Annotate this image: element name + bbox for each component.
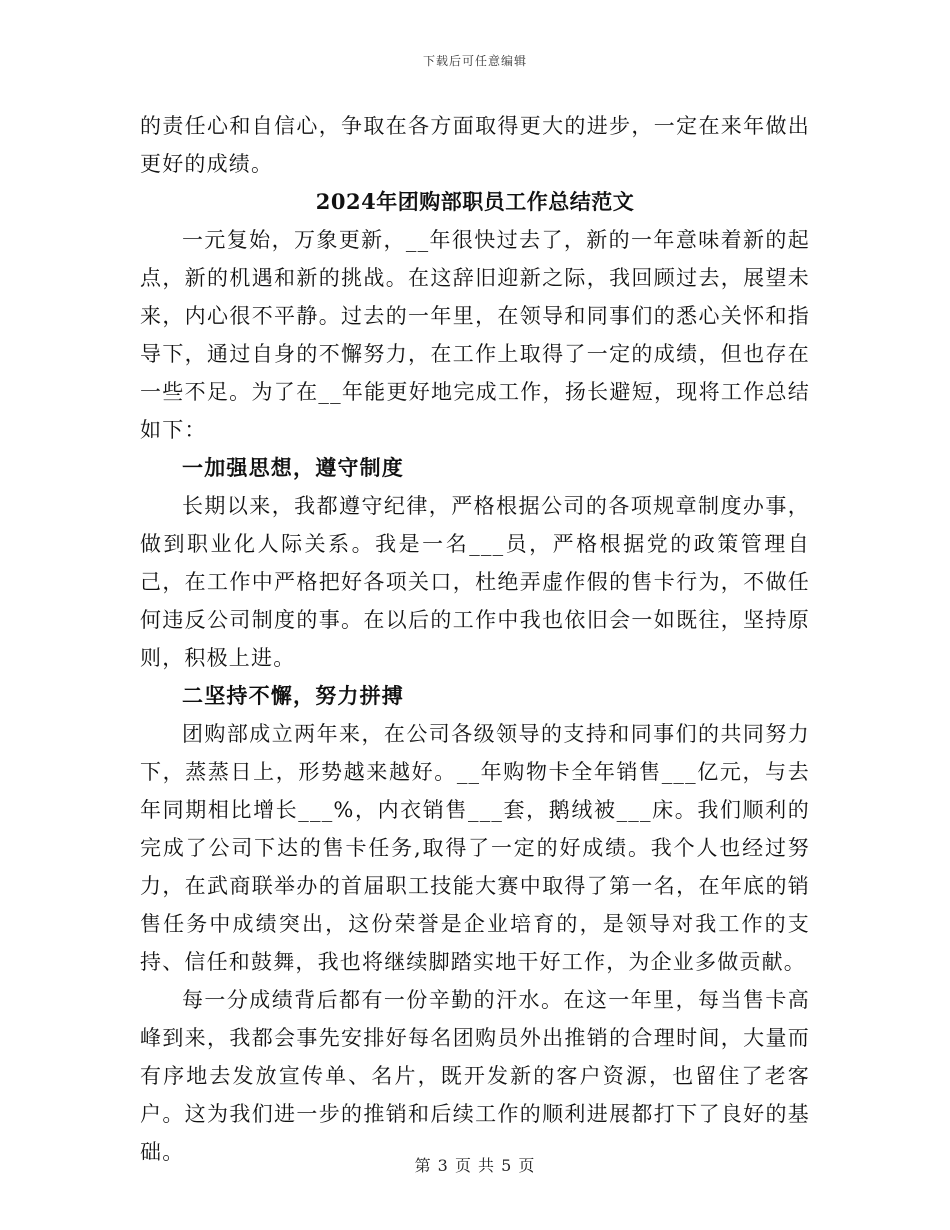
paragraph-continuation: 的责任心和自信心，争取在各方面取得更大的进步，一定在来年做出更好的成绩。 <box>140 114 810 176</box>
document-body <box>140 107 810 1171</box>
paragraph-intro: 一元复始，万象更新，__年很快过去了，新的一年意味着新的起点，新的机遇和新的挑战。在这辞旧迎新之际，我回顾过去，展望未来，内心很不平静。过去的一年里，在领导和同事们的悉心关怀和指导下，通过自身的不懈努力，在工作上取得了一定的成绩，但也存在一些不足。为了在__年能更好地完成工作，扬长避短，现将工作总结如下： <box>140 228 810 442</box>
section-heading-2: 二坚持不懈，努力拼搏 <box>182 683 404 708</box>
document-title: 2024年团购部职员工作总结范文 <box>315 189 635 214</box>
page-number-footer: 第 3 页 共 5 页 <box>414 1156 536 1175</box>
header-note: 下载后可任意编辑 <box>422 54 527 68</box>
paragraph-section-1: 长期以来，我都遵守纪律，严格根据公司的各项规章制度办事，做到职业化人际关系。我是一名___员，严格根据党的政策管理自己，在工作中严格把好各项关口，杜绝弄虚作假的售卡行为，不做任何违反公司制度的事。在以后的工作中我也依旧会一如既往，坚持原则，积极上进。 <box>140 494 810 670</box>
paragraph-section-2: 团购部成立两年来，在公司各级领导的支持和同事们的共同努力下，蒸蒸日上，形势越来越好。__年购物卡全年销售___亿元，与去年同期相比增长___%，内衣销售___套，鹅绒被___床。我们顺利的完成了公司下达的售卡任务,取得了一定的好成绩。我个人也经过努力，在武商联举办的首届职工技能大赛中取得了第一名，在年底的销售任务中成绩突出，这份荣誉是企业培育的，是领导对我工作的支持、信任和鼓舞，我也将继续脚踏实地干好工作，为企业多做贡献。 <box>140 722 810 974</box>
paragraph-section-2-continued: 每一分成绩背后都有一份辛勤的汗水。在这一年里，每当售卡高峰到来，我都会事先安排好每名团购员外出推销的合理时间，大量而有序地去发放宣传单、名片，既开发新的客户资源，也留住了老客户。这为我们进一步的推销和后续工作的顺利进展都打下了良好的基础。 <box>140 988 810 1164</box>
section-heading-1: 一加强思想，遵守制度 <box>182 455 404 480</box>
